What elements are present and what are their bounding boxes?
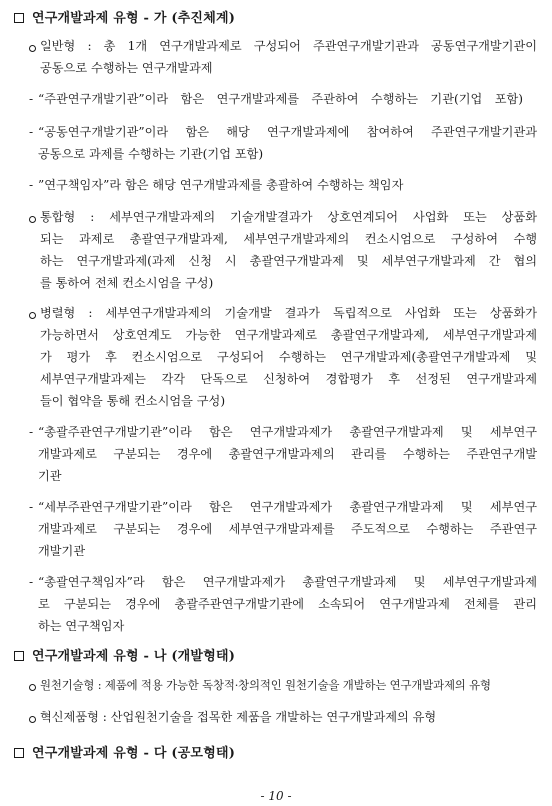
paragraph-line: 기관 <box>38 469 62 483</box>
paragraph-line: 병렬형 : 세부연구개발과제의 기술개발 결과가 독립적으로 사업화 또는 상품화가 <box>40 306 537 320</box>
circle-bullet-icon <box>29 45 36 52</box>
paragraph-line: 공동으로 과제를 수행하는 기관(기업 포함) <box>38 147 264 161</box>
paragraph-line: 하는 연구책임자 <box>38 619 125 633</box>
paragraph-line: 되는 과제로 총괄연구개발과제, 세부연구개발과제의 컨소시엄으로 구성하여 수행 <box>40 232 537 246</box>
paragraph-line: 를 통하여 전체 컨소시엄을 구성) <box>40 276 214 290</box>
paragraph-line: 개발기관 <box>38 544 86 558</box>
paragraph-line: 개발과제로 구분되는 경우에 총괄연구개발과제의 관리를 수행하는 주관연구개발 <box>38 447 537 461</box>
dash-marker: - <box>29 500 34 514</box>
page-number: - 10 - <box>260 789 292 803</box>
section-heading-type-da: 연구개발과제 유형 - 다 (공모형태) <box>14 742 235 761</box>
dash-marker: - <box>29 92 34 106</box>
paragraph-line: “총괄주관연구개발기관”이라 함은 연구개발과제가 총괄연구개발과제 및 세부연구 <box>38 425 537 439</box>
paragraph-line: 개발과제로 구분되는 경우에 세부연구개발과제를 주도적으로 수행하는 주관연구 <box>38 522 537 536</box>
paragraph-line: 하는 연구개발과제(과제 신청 시 총괄연구개발과제 및 세부연구개발과제 간 협의 <box>40 254 537 268</box>
paragraph-line: 통합형 : 세부연구개발과제의 기술개발결과가 상호연계되어 사업화 또는 상품화 <box>40 210 537 224</box>
paragraph-line: ”연구책임자”라 함은 해당 연구개발과제를 총괄하여 수행하는 책임자 <box>38 178 404 192</box>
paragraph-line: “세부주관연구개발기관”이라 함은 연구개발과제가 총괄연구개발과제 및 세부연구 <box>38 500 537 514</box>
checkbox-square-icon <box>14 651 24 661</box>
paragraph-line: 일반형 : 총 1개 연구개발과제로 구성되어 주관연구개발기관과 공동연구개발기관이 <box>40 39 537 53</box>
paragraph-line: 원천기술형 : 제품에 적용 가능한 독창적·창의적인 원천기술을 개발하는 연구개발과제의 유형 <box>40 678 491 692</box>
circle-bullet-icon <box>29 216 36 223</box>
paragraph-line: 로 구분되는 경우에 총괄주관연구개발기관에 소속되어 연구개발과제 전체를 관리 <box>38 597 537 611</box>
paragraph-line: 혁신제품형 : 산업원천기술을 접목한 제품을 개발하는 연구개발과제의 유형 <box>40 710 437 724</box>
paragraph-line: 가 평가 후 컨소시엄으로 구성되어 수행하는 연구개발과제(총괄연구개발과제 및 <box>40 350 537 364</box>
paragraph-line: “공동연구개발기관”이라 함은 해당 연구개발과제에 참여하여 주관연구개발기관과 <box>38 125 537 139</box>
paragraph-line: “총괄연구책임자”라 함은 연구개발과제가 총괄연구개발과제 및 세부연구개발과제 <box>38 575 537 589</box>
section-heading-type-ga: 연구개발과제 유형 - 가 (추진체계) <box>14 7 235 26</box>
paragraph-line: 들이 협약을 통해 컨소시엄을 구성) <box>40 394 226 408</box>
paragraph-line: 세부연구개발과제는 각각 단독으로 신청하여 경합평가 후 선정된 연구개발과제 <box>40 372 537 386</box>
paragraph-line: 가능하면서 상호연계도 가능한 연구개발과제로 총괄연구개발과제, 세부연구개발과제 <box>40 328 537 342</box>
dash-marker: - <box>29 575 34 589</box>
dash-marker: - <box>29 425 34 439</box>
paragraph-line: “주관연구개발기관”이라 함은 연구개발과제를 주관하여 수행하는 기관(기업 포함) <box>38 92 523 106</box>
circle-bullet-icon <box>29 312 36 319</box>
checkbox-square-icon <box>14 748 24 758</box>
checkbox-square-icon <box>14 13 24 23</box>
dash-marker: - <box>29 125 34 139</box>
paragraph-line: 공동으로 수행하는 연구개발과제 <box>40 61 213 75</box>
section-heading-type-na: 연구개발과제 유형 - 나 (개발형태) <box>14 645 235 664</box>
circle-bullet-icon <box>29 684 36 691</box>
dash-marker: - <box>29 178 34 192</box>
circle-bullet-icon <box>29 716 36 723</box>
